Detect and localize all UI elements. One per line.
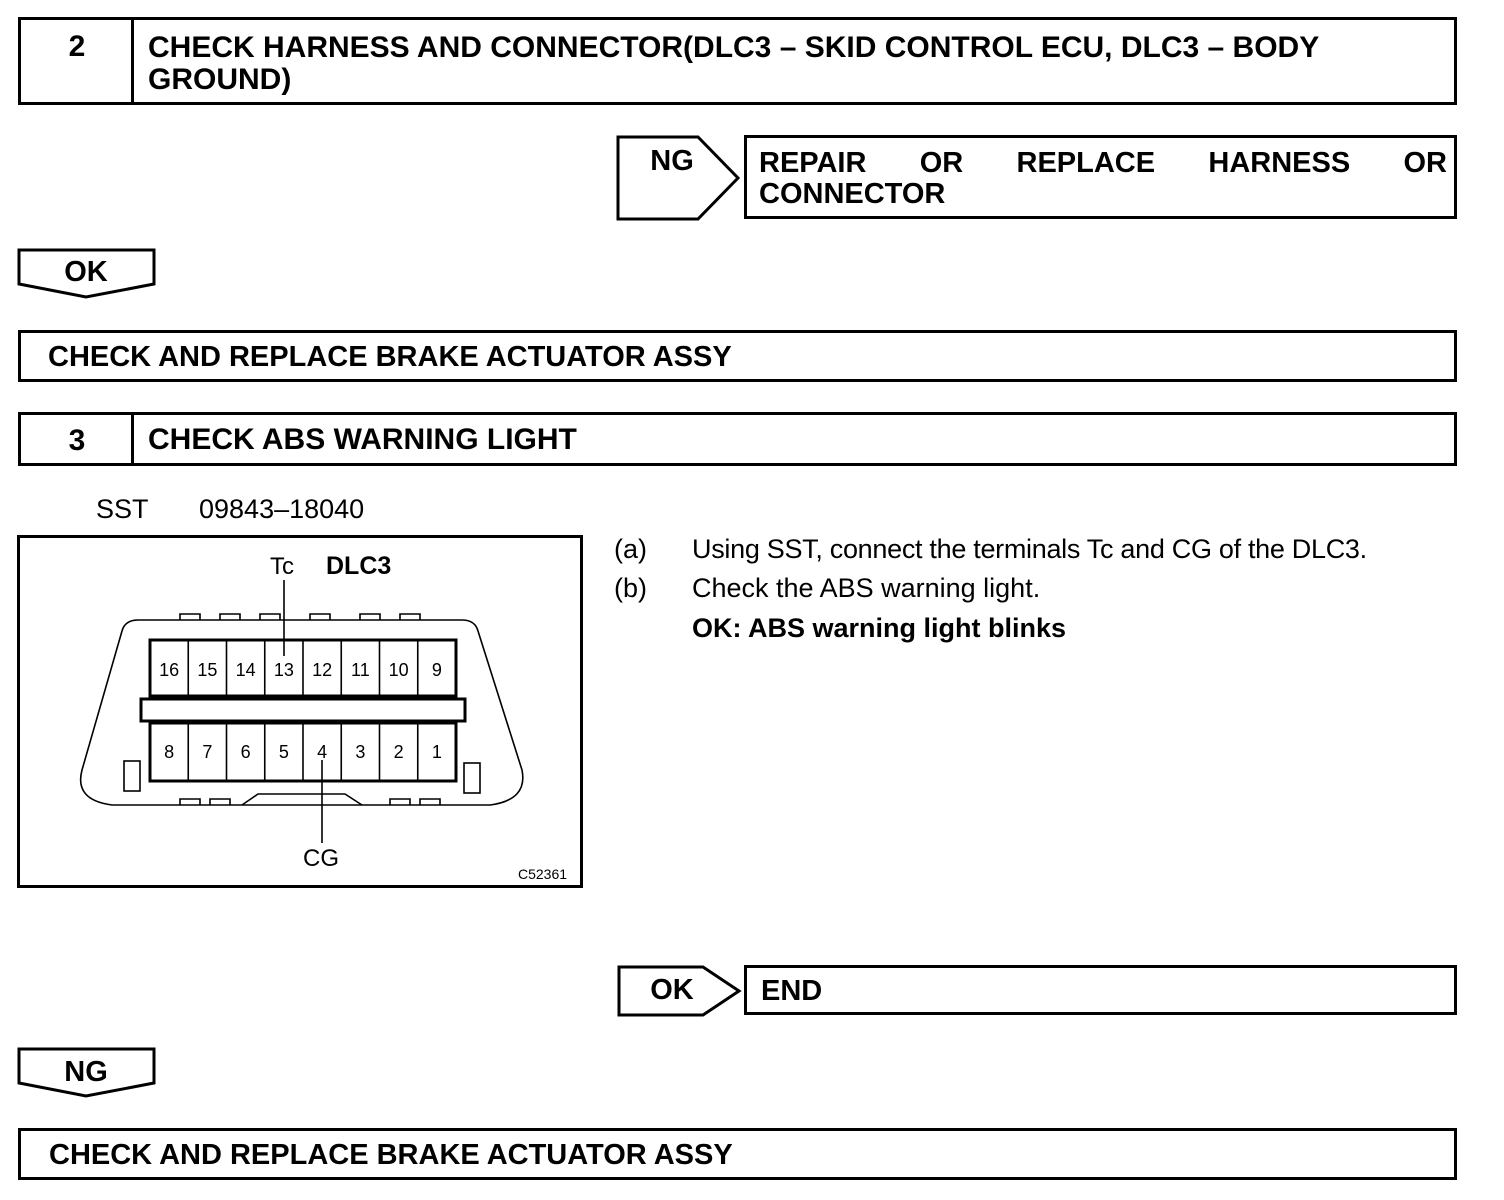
- pin-number-7: 7: [202, 742, 213, 762]
- pin-number-15: 15: [197, 660, 218, 680]
- dlc3-connector-drawing: [20, 538, 580, 885]
- pin-number-11: 11: [351, 660, 370, 680]
- ok-spec: OK: ABS warning light blinks: [692, 613, 1067, 643]
- step-2-divider: [131, 17, 134, 105]
- cg-label: CG: [303, 845, 339, 872]
- pin-number-5: 5: [278, 742, 289, 762]
- step-2-title: CHECK HARNESS AND CONNECTOR(DLC3 – SKID CONTROL ECU, DLC3 – BODY GROUND): [148, 31, 1319, 96]
- pin-number-3: 3: [355, 742, 366, 762]
- step-2-number: 2: [68, 30, 86, 63]
- step-3-ng-action-box: [18, 1128, 1457, 1180]
- pin-number-13: 13: [273, 660, 294, 680]
- step-3-ng-label: NG: [64, 1056, 108, 1088]
- pin-number-2: 2: [393, 742, 404, 762]
- step-3-header: [18, 412, 1457, 466]
- pin-number-12: 12: [312, 660, 333, 680]
- sst-number: 09843–18040: [199, 494, 365, 524]
- pin-number-1: 1: [431, 742, 442, 762]
- instruction-a-marker: (a): [614, 534, 647, 564]
- pin-number-4: 4: [317, 742, 328, 762]
- instruction-a-text: Using SST, connect the terminals Tc and CG of the DLC3.: [692, 534, 1367, 564]
- instruction-b-text: Check the ABS warning light.: [692, 573, 1041, 603]
- step-3-divider: [131, 412, 134, 466]
- pin-number-9: 9: [431, 660, 442, 680]
- tc-label: Tc: [270, 553, 294, 580]
- pin-number-14: 14: [235, 660, 256, 680]
- step-3-ok-result-box: [744, 965, 1457, 1015]
- figure-id: C52361: [518, 866, 568, 882]
- step-2-ng-label: NG: [650, 145, 694, 177]
- pin-number-10: 10: [388, 660, 409, 680]
- sst-label: SST: [96, 494, 149, 524]
- step-3-title: CHECK ABS WARNING LIGHT: [148, 423, 577, 456]
- step-2-ok-action: CHECK AND REPLACE BRAKE ACTUATOR ASSY: [48, 341, 732, 373]
- instruction-b-marker: (b): [614, 573, 647, 603]
- step-3-number: 3: [68, 424, 86, 457]
- step-2-header: [18, 17, 1457, 105]
- pin-number-16: 16: [159, 660, 180, 680]
- pin-number-6: 6: [240, 742, 251, 762]
- step-2-ok-label: OK: [64, 256, 108, 288]
- dlc3-figure: [17, 535, 583, 888]
- connector-name-label: DLC3: [326, 552, 392, 580]
- step-2-ng-result: REPAIR OR REPLACE HARNESS OR CONNECTOR: [759, 147, 1447, 210]
- step-3-ng-action: CHECK AND REPLACE BRAKE ACTUATOR ASSY: [49, 1139, 733, 1171]
- step-3-ok-label: OK: [650, 974, 694, 1006]
- step-2-ng-result-box: [744, 135, 1457, 219]
- pin-number-8: 8: [164, 742, 175, 762]
- step-2-ok-action-box: [18, 330, 1457, 382]
- step-3-ok-result: END: [761, 975, 823, 1007]
